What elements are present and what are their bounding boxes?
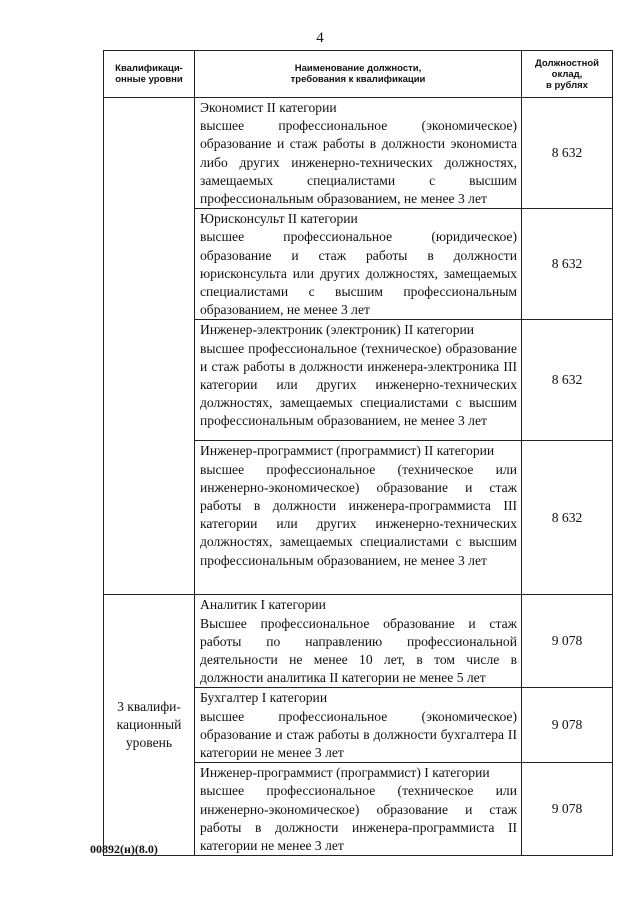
salary-cell: 8 632 [522,98,613,209]
position-title: Инженер-электроник (электроник) II категории [200,322,475,338]
position-title: Бухгалтер I категории [200,690,328,706]
position-title: Экономист II категории [200,100,337,115]
position-requirements: высшее профессиональное (экономическое) образование и стаж работы в должности бухгалтера II категории не менее 3 лет [200,708,517,761]
level-cell: 3 квалифи- кационный уровень [104,595,195,856]
table-row [104,98,613,209]
position-requirements: высшее профессиональное (юридическое) образование и стаж работы в должности юрисконсульта или других должностях, замещаемых специалистами с высшим профессиональным образованием, не менее 3 лет [200,229,517,318]
salary-cell: 8 632 [522,209,613,320]
position-cell [195,441,522,595]
table-row [104,595,613,688]
position-cell [195,209,522,320]
position-requirements: высшее профессиональное (экономическое) образование и стаж работы в должности экономиста либо других инженерно-технических должностях, замещаемых специалистами с высшим профессиональным образованием, не менее 3 лет [200,118,517,207]
position-title: Инженер-программист (программист) II категории [200,443,495,459]
header-salary: Должностной оклад, в рублях [522,51,613,98]
salary-cell: 9 078 [522,763,613,856]
qualification-table [103,50,613,856]
position-cell [195,98,522,209]
position-cell [195,688,522,763]
page-number: 4 [316,30,324,46]
level-cell [104,98,195,595]
position-title: Юрисконсульт II категории [200,211,358,227]
position-requirements: высшее профессиональное (техническое или инженерно-экономическое) образование и стаж работы в должности инженера-программиста III категории или других инженерно-технических должностях, замещаемых специалистами с высшим профессиональным образованием, не менее 3 лет [200,461,517,568]
header-level: Квалификаци- онные уровни [104,51,195,98]
position-cell [195,320,522,441]
document-code: 00892(н)(8.0) [90,842,158,856]
position-requirements: Высшее профессиональное образование и стаж работы по направлению профессиональной деятельности не менее 10 лет, в том числе в должности аналитика II категории не менее 5 лет [200,615,517,686]
position-title: Аналитик I категории [200,597,326,613]
position-title: Инженер-программист (программист) I категории [200,765,490,781]
salary-cell: 8 632 [522,320,613,441]
position-cell [195,595,522,688]
salary-cell: 9 078 [522,688,613,763]
position-requirements: высшее профессиональное (техническое или инженерно-экономическое) образование и стаж работы в должности инженера-программиста II категории не менее 3 лет [200,783,517,854]
salary-cell: 9 078 [522,595,613,688]
position-cell [195,763,522,856]
position-requirements: высшее профессиональное (техническое) образование и стаж работы в должности инженера-электроника III категории или других инженерно-технических должностях, замещаемых специалистами с высшим профессиональным образованием, не менее 3 лет [200,340,517,429]
header-position: Наименование должности, требования к квалификации [195,51,522,98]
salary-cell: 8 632 [522,441,613,595]
